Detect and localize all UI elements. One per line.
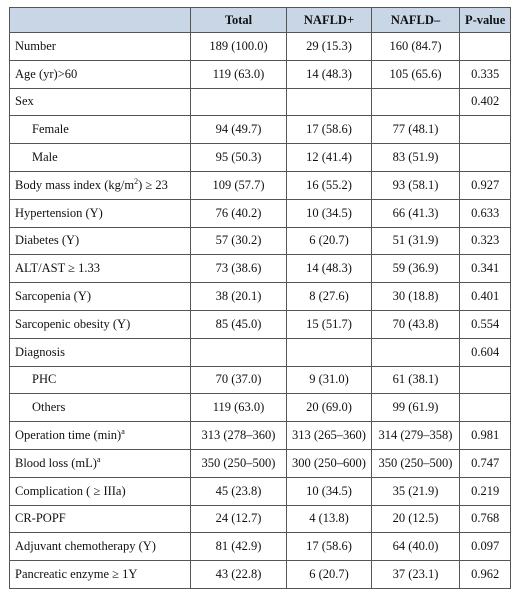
cell-total: 109 (57.7) (191, 171, 287, 199)
cell-nafld-positive: 14 (48.3) (287, 255, 372, 283)
cell-nafld-positive: 17 (58.6) (287, 116, 372, 144)
cell-nafld-negative: 59 (36.9) (372, 255, 460, 283)
cell-nafld-positive: 29 (15.3) (287, 33, 372, 61)
table-row (10, 477, 511, 505)
row-label-text: Female (32, 122, 69, 137)
cell-nafld-positive: 10 (34.5) (287, 477, 372, 505)
row-label (10, 171, 191, 199)
table-row (10, 394, 511, 422)
cell-total: 350 (250–500) (191, 449, 287, 477)
cell-total: 85 (45.0) (191, 310, 287, 338)
cell-total: 45 (23.8) (191, 477, 287, 505)
cell-nafld-positive: 16 (55.2) (287, 171, 372, 199)
row-label-text: Operation time (min) (15, 428, 122, 443)
cell-p-value: 0.402 (460, 88, 511, 116)
cell-nafld-positive: 6 (20.7) (287, 561, 372, 589)
cell-p-value: 0.927 (460, 171, 511, 199)
cell-p-value: 0.341 (460, 255, 511, 283)
cell-nafld-positive: 9 (31.0) (287, 366, 372, 394)
cell-p-value (460, 33, 511, 61)
row-label (10, 422, 191, 450)
cell-p-value: 0.604 (460, 338, 511, 366)
cell-total: 70 (37.0) (191, 366, 287, 394)
row-label-text: Complication ( ≥ IIIa) (15, 483, 126, 498)
row-label (10, 561, 191, 589)
row-label-text: Adjuvant chemotherapy (Y) (15, 539, 156, 554)
row-label-text: Male (32, 150, 58, 165)
row-label (10, 116, 191, 144)
row-label (10, 255, 191, 283)
row-label-text: Others (32, 400, 66, 415)
cell-total: 43 (22.8) (191, 561, 287, 589)
cell-nafld-positive: 300 (250–600) (287, 449, 372, 477)
row-label (10, 144, 191, 172)
row-label (10, 283, 191, 311)
cell-nafld-negative: 70 (43.8) (372, 310, 460, 338)
cell-nafld-positive: 10 (34.5) (287, 199, 372, 227)
cell-total (191, 338, 287, 366)
cell-nafld-positive: 17 (58.6) (287, 533, 372, 561)
row-label (10, 338, 191, 366)
cell-p-value: 0.219 (460, 477, 511, 505)
table-row (10, 449, 511, 477)
row-label-text: Number (15, 38, 56, 53)
table-row (10, 422, 511, 450)
row-label-text: Diabetes (Y) (15, 233, 80, 248)
row-label-text: Sex (15, 94, 34, 109)
row-label-text: PHC (32, 372, 57, 387)
row-label (10, 366, 191, 394)
table-container (9, 7, 511, 589)
cell-p-value (460, 116, 511, 144)
table-row (10, 60, 511, 88)
cell-nafld-negative: 105 (65.6) (372, 60, 460, 88)
cell-total: 119 (63.0) (191, 394, 287, 422)
cell-p-value: 0.097 (460, 533, 511, 561)
table-row (10, 505, 511, 533)
cell-nafld-positive: 12 (41.4) (287, 144, 372, 172)
row-label (10, 60, 191, 88)
row-label (10, 227, 191, 255)
row-label-text: Hypertension (Y) (15, 205, 103, 220)
table-row (10, 199, 511, 227)
cell-nafld-negative: 66 (41.3) (372, 199, 460, 227)
row-label (10, 533, 191, 561)
cell-nafld-positive: 313 (265–360) (287, 422, 372, 450)
cell-nafld-negative: 99 (61.9) (372, 394, 460, 422)
table-row (10, 255, 511, 283)
cell-p-value: 0.554 (460, 310, 511, 338)
cell-nafld-positive: 8 (27.6) (287, 283, 372, 311)
comparison-table (9, 7, 511, 589)
cell-total: 24 (12.7) (191, 505, 287, 533)
table-row (10, 88, 511, 116)
cell-total: 189 (100.0) (191, 33, 287, 61)
cell-nafld-positive: 15 (51.7) (287, 310, 372, 338)
cell-nafld-negative: 37 (23.1) (372, 561, 460, 589)
cell-p-value: 0.335 (460, 60, 511, 88)
table-row (10, 116, 511, 144)
cell-total: 81 (42.9) (191, 533, 287, 561)
row-label (10, 449, 191, 477)
table-row (10, 227, 511, 255)
row-label-superscript: 2 (134, 176, 139, 186)
table-row (10, 33, 511, 61)
header-p-value: P-value (460, 8, 511, 33)
cell-p-value: 0.323 (460, 227, 511, 255)
cell-nafld-negative: 160 (84.7) (372, 33, 460, 61)
table-row (10, 338, 511, 366)
cell-nafld-negative: 83 (51.9) (372, 144, 460, 172)
cell-nafld-negative: 20 (12.5) (372, 505, 460, 533)
cell-p-value (460, 366, 511, 394)
header-nafld-positive: NAFLD+ (287, 8, 372, 33)
cell-nafld-negative: 93 (58.1) (372, 171, 460, 199)
row-label-text: ALT/AST ≥ 1.33 (15, 261, 100, 276)
row-label-text: Blood loss (mL) (15, 455, 97, 470)
cell-total: 313 (278–360) (191, 422, 287, 450)
table-row (10, 310, 511, 338)
table-row (10, 283, 511, 311)
cell-nafld-negative: 61 (38.1) (372, 366, 460, 394)
cell-nafld-positive: 6 (20.7) (287, 227, 372, 255)
cell-nafld-negative: 30 (18.8) (372, 283, 460, 311)
cell-total: 95 (50.3) (191, 144, 287, 172)
header-row (10, 8, 511, 33)
header-total: Total (191, 8, 287, 33)
cell-nafld-positive: 4 (13.8) (287, 505, 372, 533)
row-label (10, 33, 191, 61)
row-label (10, 477, 191, 505)
row-label-superscript: a (121, 426, 125, 436)
cell-nafld-negative: 51 (31.9) (372, 227, 460, 255)
cell-nafld-negative: 64 (40.0) (372, 533, 460, 561)
cell-p-value: 0.981 (460, 422, 511, 450)
cell-nafld-negative: 314 (279–358) (372, 422, 460, 450)
cell-nafld-positive: 20 (69.0) (287, 394, 372, 422)
cell-nafld-negative: 35 (21.9) (372, 477, 460, 505)
row-label-text: Body mass index (kg/m (15, 177, 135, 192)
row-label-text: CR-POPF (15, 511, 66, 526)
header-label (10, 8, 191, 33)
row-label-text: Sarcopenic obesity (Y) (15, 316, 131, 331)
cell-p-value: 0.747 (460, 449, 511, 477)
cell-p-value: 0.633 (460, 199, 511, 227)
table-body (10, 33, 511, 589)
cell-total: 73 (38.6) (191, 255, 287, 283)
row-label (10, 310, 191, 338)
cell-total: 76 (40.2) (191, 199, 287, 227)
cell-nafld-negative: 350 (250–500) (372, 449, 460, 477)
table-row (10, 171, 511, 199)
cell-total: 38 (20.1) (191, 283, 287, 311)
row-label (10, 199, 191, 227)
row-label-tail: ) ≥ 23 (138, 177, 168, 192)
cell-p-value: 0.401 (460, 283, 511, 311)
row-label (10, 88, 191, 116)
cell-nafld-positive (287, 88, 372, 116)
row-label-text: Age (yr)>60 (15, 66, 78, 81)
cell-nafld-positive (287, 338, 372, 366)
row-label-text: Diagnosis (15, 344, 65, 359)
cell-p-value (460, 144, 511, 172)
cell-p-value: 0.962 (460, 561, 511, 589)
cell-total: 94 (49.7) (191, 116, 287, 144)
row-label (10, 394, 191, 422)
cell-p-value: 0.768 (460, 505, 511, 533)
cell-total: 119 (63.0) (191, 60, 287, 88)
cell-nafld-negative (372, 88, 460, 116)
row-label-superscript: a (96, 454, 101, 464)
cell-p-value (460, 394, 511, 422)
row-label-text: Sarcopenia (Y) (15, 289, 92, 304)
cell-total (191, 88, 287, 116)
header-nafld-negative: NAFLD– (372, 8, 460, 33)
cell-nafld-negative (372, 338, 460, 366)
table-row (10, 561, 511, 589)
row-label-text: Pancreatic enzyme ≥ 1Y (15, 567, 138, 582)
cell-total: 57 (30.2) (191, 227, 287, 255)
cell-nafld-negative: 77 (48.1) (372, 116, 460, 144)
cell-nafld-positive: 14 (48.3) (287, 60, 372, 88)
table-row (10, 144, 511, 172)
table-row (10, 533, 511, 561)
table-row (10, 366, 511, 394)
row-label (10, 505, 191, 533)
